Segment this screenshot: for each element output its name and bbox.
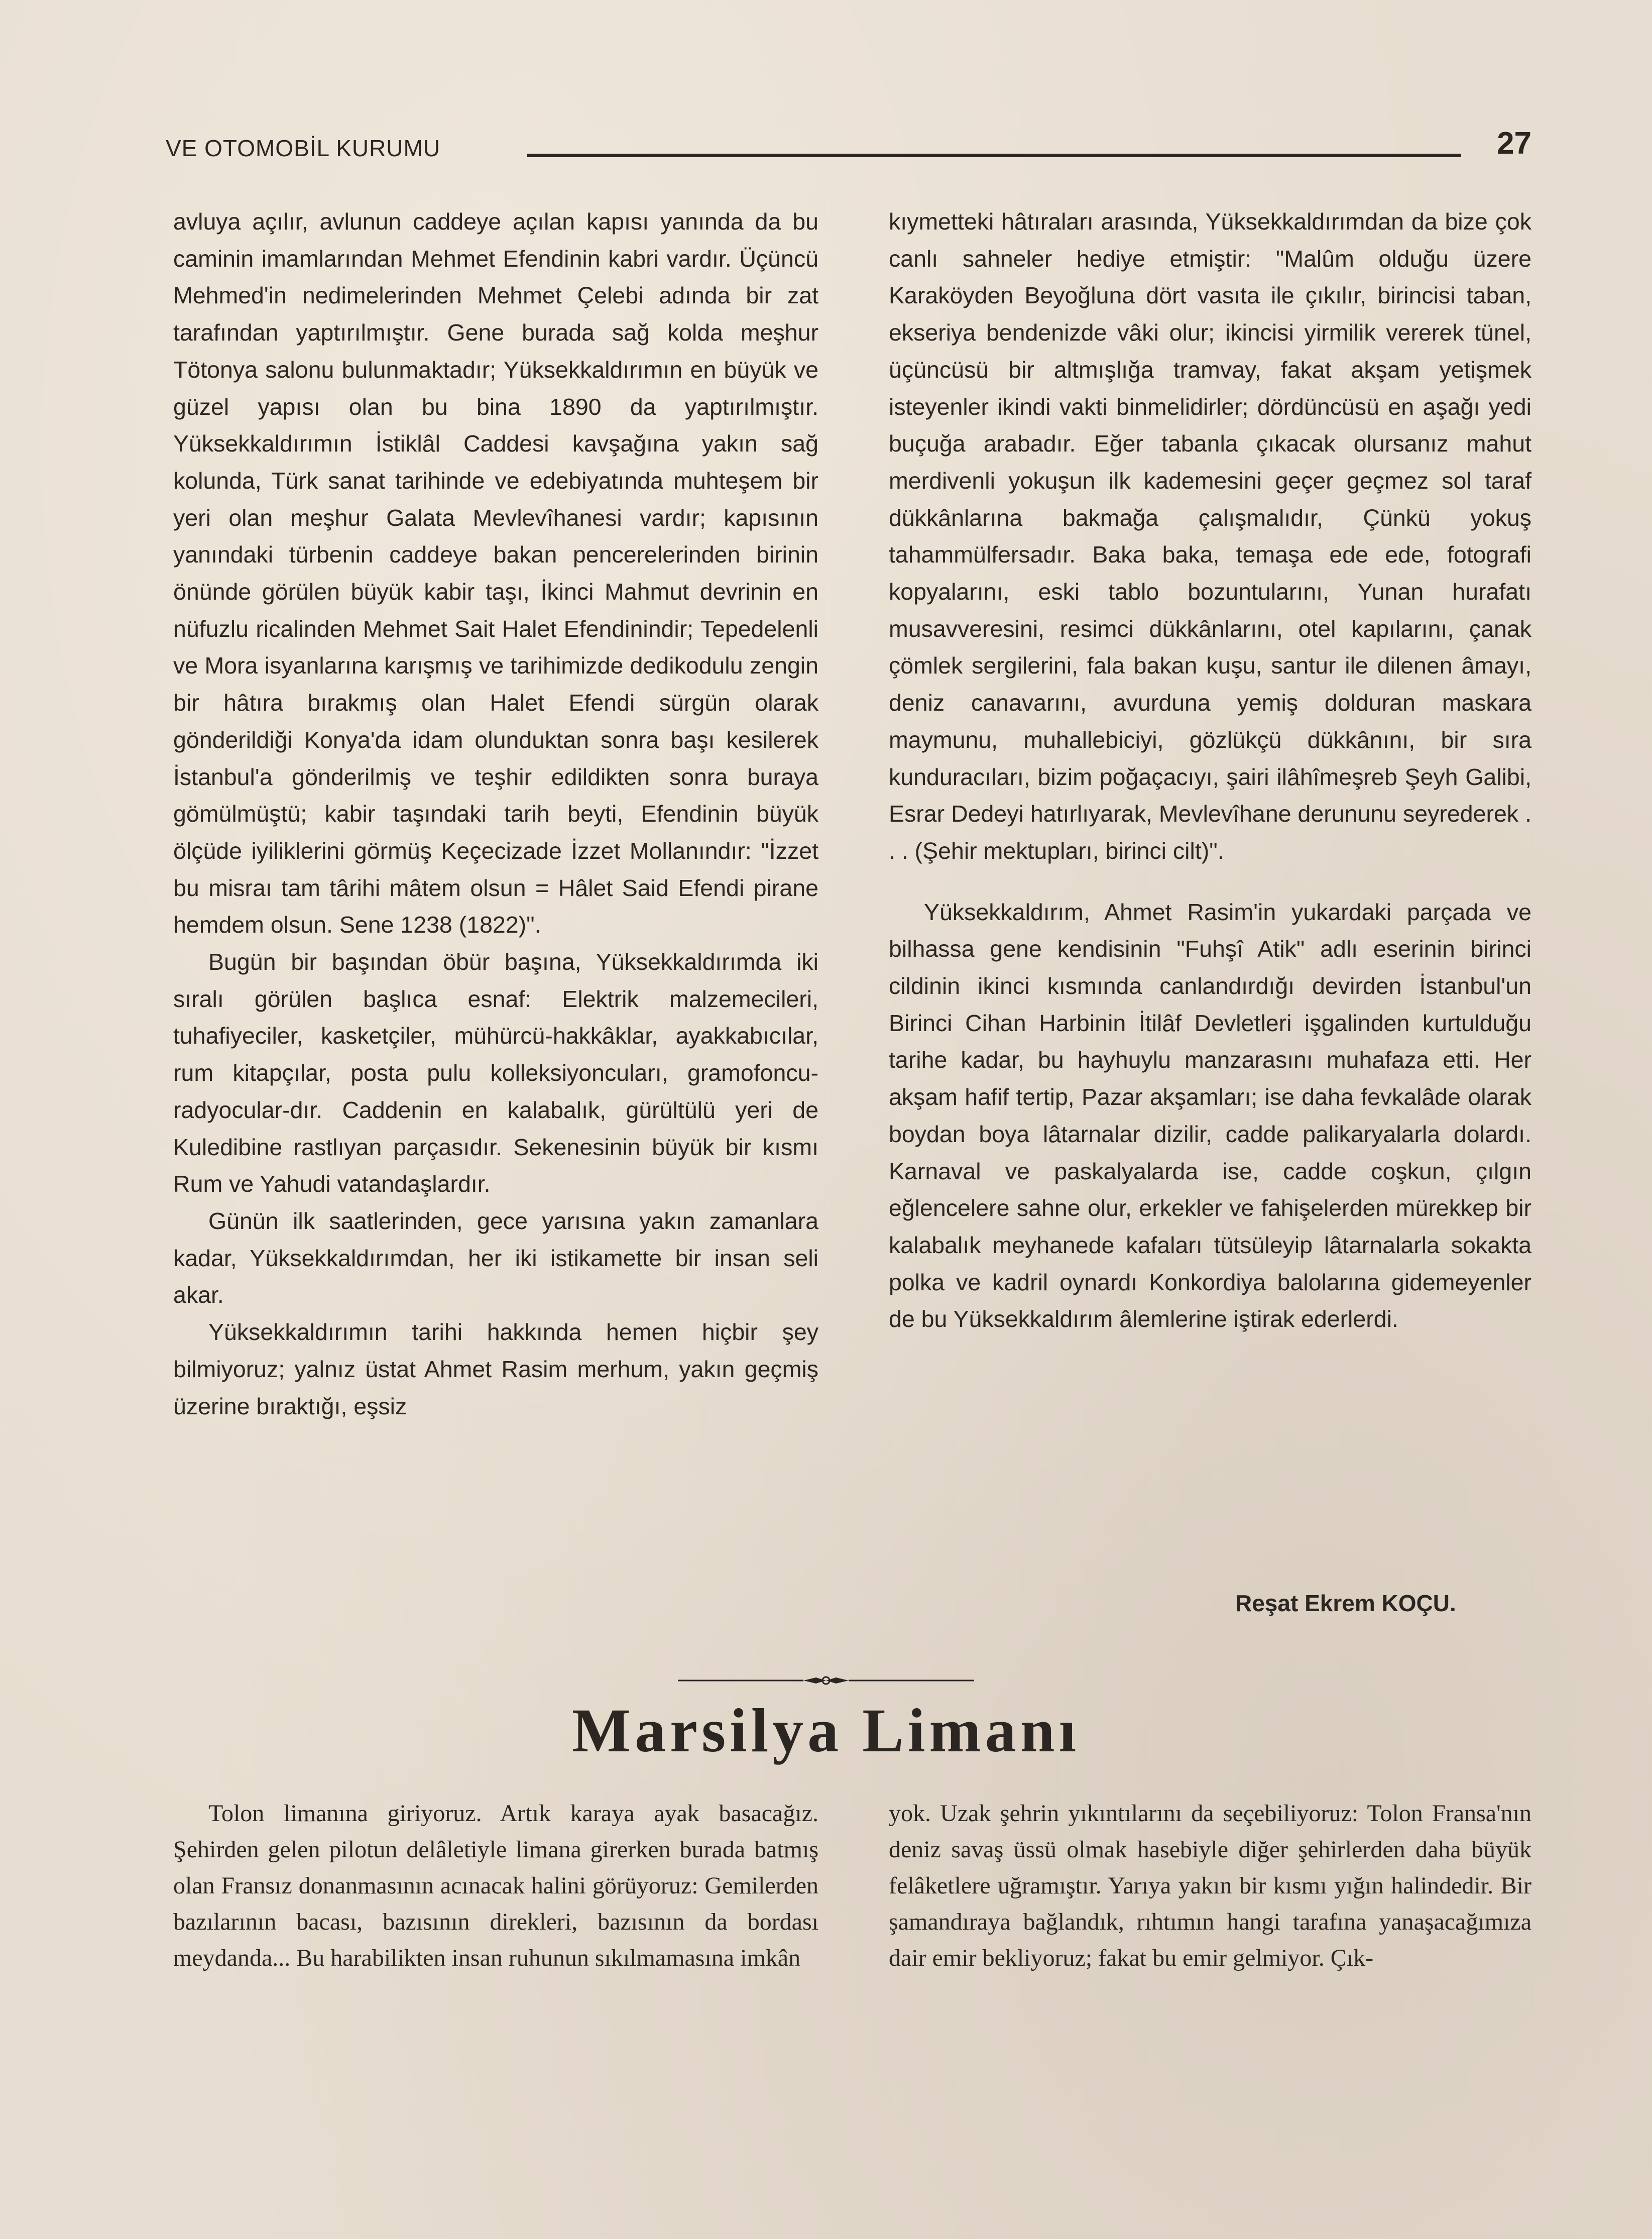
paragraph: yok. Uzak şehrin yıkıntılarını da seçebiliyoruz: Tolon Fransa'nın deniz savaş üssü olmak hasebiyle diğer şehirlerden daha büyük felâketlere uğramıştır. Yarıya yakın bir kısmı yığın halindedir. Bir şamandıraya bağlandık, rıhtımın hangi tarafına yanaşacağımıza dair emir bekliyoruz; fakat bu emir gelmiyor. Çık- <box>889 1800 1531 1971</box>
paragraph: Yüksekkaldırım, Ahmet Rasim'in yukardaki parçada ve bilhassa gene kendisinin "Fuhşî Atik" adlı eserinin birinci cildinin ikinci kısmında canlandırdığı devirden İstanbul'un Birinci Cihan Harbinin İtilâf Devletleri işgalinden kurtulduğu tarihe kadar, bu hayhuylu manzarasını muhafaza etti. Her akşam hafif tertip, Pazar akşamları; ise daha fevkalâde olarak boydan boya lâtarnalar dizilir, cadde palikaryalarla dolardı. Karnaval ve paskalyalarda ise, cadde coşkun, çılgın eğlencelere sahne olur, erkekler ve fahişelerden mürekkep bir kalabalık meyhanede kafaları tütsüleyip lâtarnalarla sokakta polka ve kadril oynardı Konkordiya balolarına gidemeyenler de bu Yüksekkaldırım âlemlerine iştirak ederlerdi. <box>889 899 1531 1332</box>
page-header <box>166 126 1531 166</box>
paragraph: kıymetteki hâtıraları arasında, Yüksekkaldırımdan da bize çok canlı sahneler hediye etmiştir: "Malûm olduğu üzere Karaköyden Beyoğluna dört vasıta ile çıkılır, birincisi taban, ekseriya bendenizde vâki olur; ikincisi yirmilik vererek tünel, üçüncüsü bir altmışlığa tramvay, fakat akşam yetişmek isteyenler ikindi vakti binmelidirler; dördüncüsü en aşağı yedi buçuğa arabadır. Eğer tabanla çıkacak olursanız mahut merdivenli yokuşun ilk kademesini geçer geçmez sol taraf dükkânlarına bakmağa çalışmalıdır, Çünkü yokuş tahammülfersadır. Baka baka, temaşa ede ede, fotografi kopyalarını, eski tablo bozuntularını, Yunan hurafatı musavveresini, resimci dükkânlarını, otel kapılarını, çanak çömlek sergilerini, fala bakan kuşu, santur ile dilenen âmayı, deniz canavarını, avurduna yemiş dolduran maskara maymunu, muhallebiciyi, gözlükçü dükkânını, bir sıra kunduracıları, bizim poğaçacıyı, şairi ilâhîmeşreb Şeyh Galibi, Esrar Dedeyi hatırlıyarak, Mevlevîhane derununu seyrederek . . . (Şehir mektupları, birinci cilt)". <box>889 208 1531 864</box>
article1-column-left <box>173 203 818 1425</box>
article1-column-right <box>889 203 1531 1338</box>
article2-column-left <box>173 1796 818 1976</box>
article-title: Marsilya Limanı <box>571 1696 1081 1765</box>
article2-column-right <box>889 1796 1531 1976</box>
paragraph: avluya açılır, avlunun caddeye açılan kapısı yanında da bu caminin imamlarından Mehmet Efendinin kabri vardır. Üçüncü Mehmed'in nedimelerinden Mehmet Çelebi adında bir zat tarafından yaptırılmıştır. Gene burada sağ kolda meşhur Tötonya salonu bulunmaktadır; Yüksekkaldırımın en büyük ve güzel yapısı olan bu bina 1890 da yaptırılmıştır. Yüksekkaldırımın İstiklâl Caddesi kavşağına yakın sağ kolunda, Türk sanat tarihinde ve edebiyatında muhteşem bir yeri olan meşhur Galata Mevlevîhanesi vardır; kapısının yanındaki türbenin caddeye bakan pencerelerinden birinin önünde görülen büyük kabir taşı, İkinci Mahmut devrinin en nüfuzlu ricalinden Mehmet Sait Halet Efendinindir; Tepedelenli ve Mora isyanlarına karışmış ve tarihimizde dedikodulu zengin bir hâtıra bırakmış olan Halet Efendi sürgün olarak gönderildiği Konya'da idam olunduktan sonra başı kesilerek İstanbul'a gönderilmiş ve teşhir edildikten sonra buraya gömülmüştü; kabir taşındaki tarih beyti, Efendinin büyük ölçüde iyiliklerini görmüş Keçecizade İzzet Mollanındır: "İzzet bu misraı tam târihi mâtem olsun = Hâlet Said Efendi pirane hemdem olsun. Sene 1238 (1822)". <box>173 208 818 938</box>
running-head: VE OTOMOBİL KURUMU <box>166 135 441 161</box>
paragraph: Bugün bir başından öbür başına, Yüksekkaldırımda iki sıralı görülen başlıca esnaf: Elektrik malzemecileri, tuhafiyeciler, kasketçiler, mühürcü-hakkâklar, ayakkabıcılar, rum kitapçılar, posta pulu kolleksiyoncuları, gramofoncu-radyocular-dır. Caddenin en kalabalık, gürültülü yeri de Kuledibine rastlıyan parçasıdır. Sekenesinin büyük bir kısmı Rum ve Yahudi vatandaşlardır. <box>173 949 818 1197</box>
paragraph: Yüksekkaldırımın tarihi hakkında hemen hiçbir şey bilmiyoruz; yalnız üstat Ahmet Rasim merhum, yakın geçmiş üzerine bıraktığı, eşsiz <box>173 1319 818 1419</box>
ornament-divider-icon <box>678 1675 974 1686</box>
author-signature: Reşat Ekrem KOÇU. <box>1235 1590 1456 1616</box>
paragraph: Günün ilk saatlerinden, gece yarısına yakın zamanlara kadar, Yüksekkaldırımdan, her iki istikamette bir insan seli akar. <box>173 1207 818 1308</box>
header-rule <box>527 154 1461 157</box>
page-number: 27 <box>1497 126 1531 161</box>
paragraph: Tolon limanına giriyoruz. Artık karaya ayak basacağız. Şehirden gelen pilotun delâletiyle limana girerken burada batmış olan Fransız donanmasının acınacak halini görüyoruz: Gemilerden bazılarının bacası, bazısının direkleri, bazısının da bordası meydanda... Bu harabilikten insan ruhunun sıkılmamasına imkân <box>173 1800 818 1971</box>
